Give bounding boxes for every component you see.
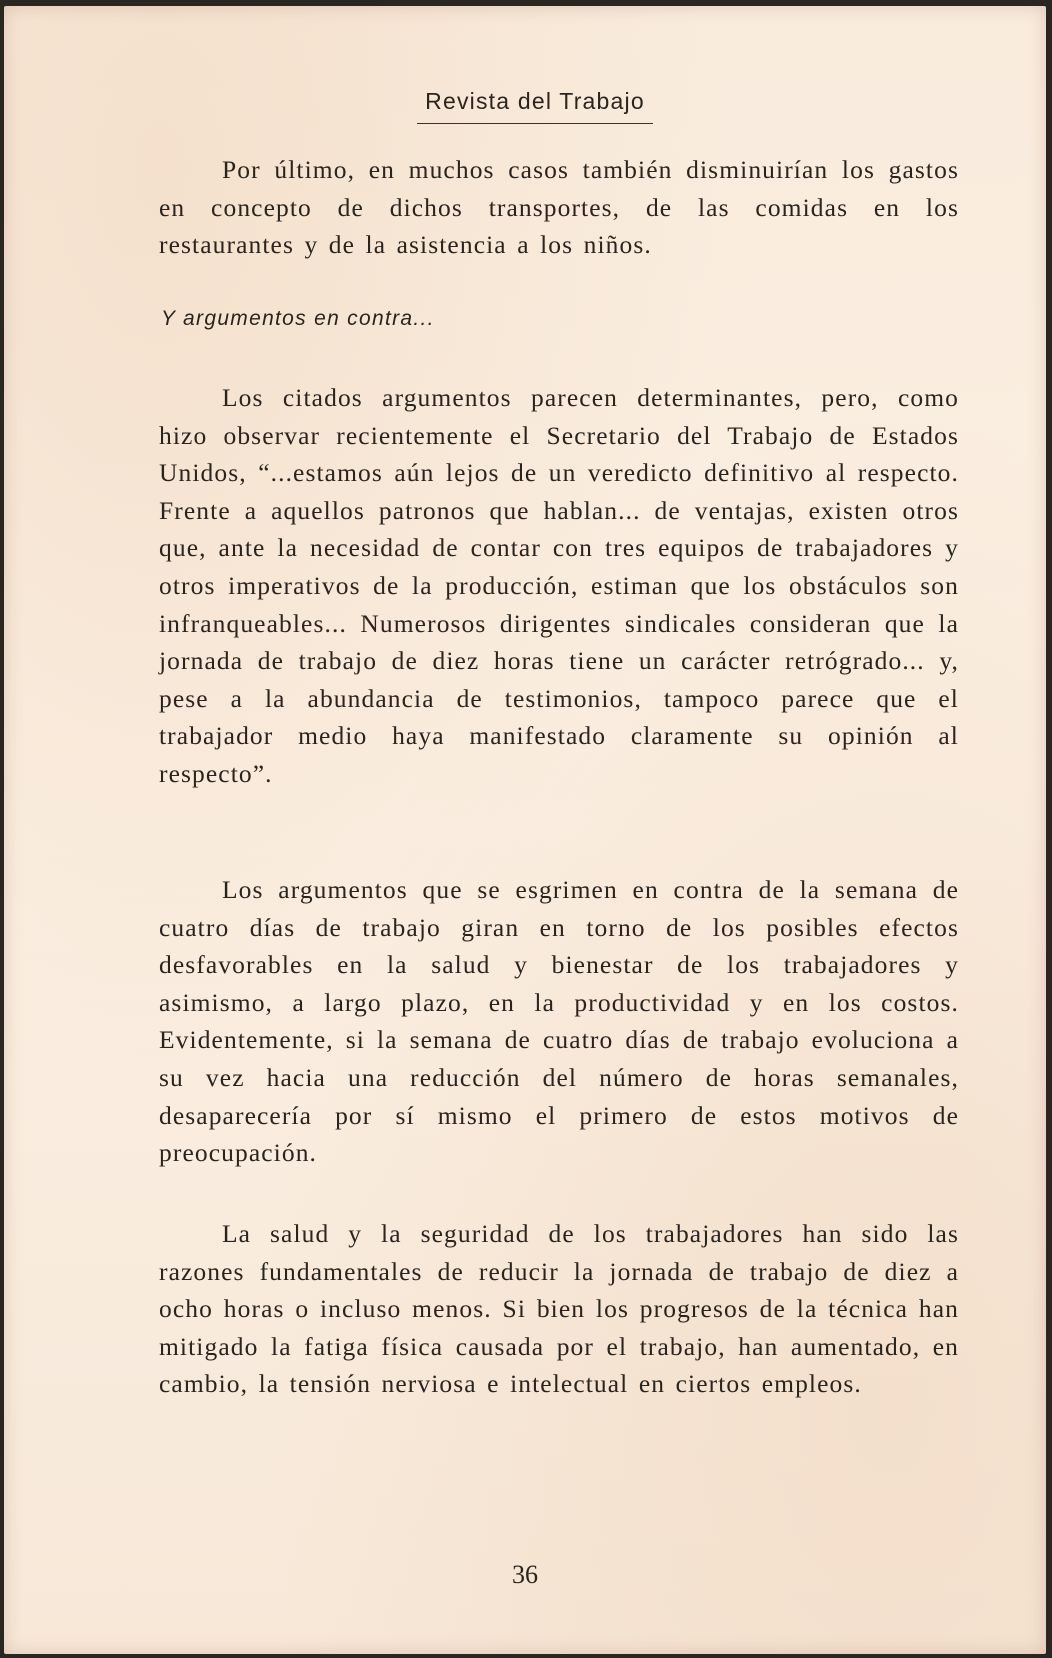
page-number: 36 (512, 1560, 538, 1589)
paragraph-intro (159, 151, 959, 264)
running-header (4, 88, 1046, 124)
paragraph-quote (159, 379, 959, 793)
paragraph-text: La salud y la seguridad de los trabajadores han sido las razones fundamentales de reducir la jornada de trabajo de diez a ocho horas o incluso menos. Si bien los progresos de la técnica han mitigado la fatiga física causada por el trabajo, han aumentado, en cambio, la tensión nerviosa e intelectual en ciertos empleos. (159, 1219, 959, 1399)
section-heading: Y argumentos en contra... (161, 307, 435, 330)
document-page (4, 6, 1046, 1654)
paragraph-arguments (159, 871, 959, 1172)
paragraph-health (159, 1215, 959, 1403)
paragraph-text: Por último, en muchos casos también disminuirían los gastos en concepto de dichos transportes, de las comidas en los restaurantes y de la asistencia a los niños. (159, 155, 959, 260)
paragraph-text: Los citados argumentos parecen determinantes, pero, como hizo observar recientemente el Secretario del Trabajo de Estados Unidos, “...estamos aún lejos de un veredicto definitivo al respecto. Frente a aquellos patronos que hablan... de ventajas, existen otros que, ante la necesidad de contar con tres equipos de trabajadores y otros imperativos de la producción, estiman que los obstáculos son infranqueables... Numerosos dirigentes sindicales consideran que la jornada de trabajo de diez horas tiene un carácter retrógrado... y, pese a la abundancia de testimonios, tampoco parece que el trabajador medio haya manifestado claramente su opinión al respecto”. (159, 383, 959, 788)
paragraph-text: Los argumentos que se esgrimen en contra de la semana de cuatro días de trabajo giran en torno de los posibles efectos desfavorables en la salud y bienestar de los trabajadores y asimismo, a largo plazo, en la productividad y en los costos. Evidentemente, si la semana de cuatro días de trabajo evoluciona a su vez hacia una reducción del número de horas semanales, desaparecería por sí mismo el primero de estos motivos de preocupación. (159, 875, 959, 1168)
journal-title: Revista del Trabajo (417, 88, 653, 124)
